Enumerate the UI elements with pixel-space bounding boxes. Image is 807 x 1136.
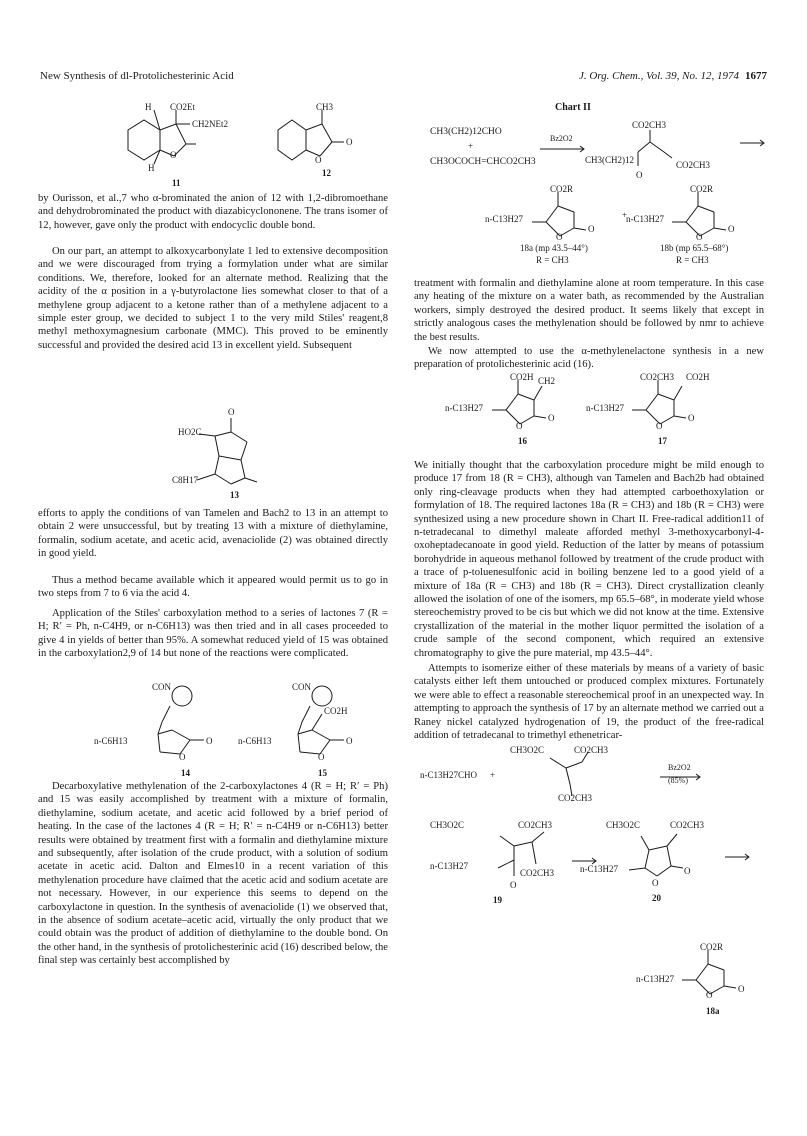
- chart-reagent: Bz2O2: [550, 134, 573, 143]
- scheme-yield: (85%): [668, 776, 688, 785]
- structure-14-label: 14: [181, 768, 190, 778]
- structure-15-o: O: [318, 752, 325, 762]
- structure-18a-caption: 18a (mp 43.5–44°): [520, 243, 588, 253]
- structure-18a-o-carbonyl: O: [588, 224, 595, 234]
- structure-19-a: CH3O2C: [430, 820, 465, 830]
- structure-19: [470, 820, 580, 900]
- structure-11-h-top: H: [145, 102, 152, 112]
- structure-16-co2h: CO2H: [510, 372, 534, 382]
- scheme-reagent: Bz2O2: [668, 763, 691, 772]
- journal-citation: J. Org. Chem., Vol. 39, No. 12, 1974: [578, 70, 739, 82]
- structure-18a-final-chain: n-C13H27: [636, 974, 674, 984]
- structure-17-o: O: [656, 421, 663, 431]
- running-header-journal: [579, 70, 767, 82]
- structure-18b-chain: n-C13H27: [626, 214, 664, 224]
- chart-intermediate-chain: CH3(CH2)12: [585, 155, 634, 165]
- left-paragraph-3: efforts to apply the conditions of van Tamelen and Bach2 to 13 in an attempt to obtain 2 were unsuccessful, but by treating 13 with a mixture of diethylamine, formalin, sodium acetate, and acetic acid, avenaciolide (2) was obtained directly in good yield.: [38, 508, 388, 560]
- structure-18a-o: O: [556, 232, 563, 242]
- scheme-reactant: n-C13H27CHO: [420, 770, 478, 780]
- structure-19-chain: n-C13H27: [430, 861, 468, 871]
- structure-16-chain: n-C13H27: [445, 403, 483, 413]
- left-paragraph-5: Application of the Stiles' carboxylation method to a series of lactones 7 (R = H; R′ = Ph, n-C4H9, or n-C6H13) was then tried and in all cases proceeded to give 4 in yields of better than 95%. A somewhat reduced yield of 15 was obtained in the carboxylation2,9 of 14 but none of the reactions were complicated.: [38, 608, 388, 660]
- structure-13-ho2c: HO2C: [178, 427, 202, 437]
- scheme-triester-b: CO2CH3: [574, 745, 609, 755]
- structure-14-o-carbonyl: O: [206, 736, 213, 746]
- structure-17-o-carbonyl: O: [688, 413, 695, 423]
- chart-intermediate-o: O: [636, 170, 643, 180]
- chart-arrow-1: [540, 144, 590, 154]
- chart-plus: +: [468, 141, 474, 151]
- structure-12-label: 12: [322, 168, 331, 178]
- structure-20: [605, 820, 715, 900]
- structure-11: [110, 100, 250, 180]
- structure-15-co2h: CO2H: [324, 706, 348, 716]
- structure-12-o: O: [315, 155, 322, 165]
- chart-arrow-2: [740, 138, 770, 148]
- scheme-arrow-1: [660, 772, 710, 782]
- structure-17-chain: n-C13H27: [586, 403, 624, 413]
- structure-20-label: 20: [652, 893, 661, 903]
- structure-19-c: CO2CH3: [520, 868, 555, 878]
- chart-intermediate-co2ch3b: CO2CH3: [676, 160, 711, 170]
- chart-intermediate: [610, 120, 740, 180]
- structure-11-label: 11: [172, 178, 181, 188]
- structure-20-chain: n-C13H27: [580, 864, 618, 874]
- structure-18a-r: R = CH3: [536, 255, 569, 265]
- structure-13-o-top: O: [228, 407, 235, 417]
- structure-12-ch3: CH3: [316, 102, 334, 112]
- right-paragraph-1: treatment with formalin and diethylamine alone at room temperature. In this case any heating of the mixture on a water bath, as recommended by the Australian workers, simply destroyed the desired product. It seems likely that except in strictly analogous cases the methylenation should be followed by nmr to achieve the best results.: [414, 278, 764, 343]
- structure-17-co2h: CO2H: [686, 372, 710, 382]
- right-paragraph-2: We now attempted to use the α-methylenelactone synthesis in a new preparation of protolichesterinic acid (16).: [414, 346, 764, 371]
- structure-16-label: 16: [518, 436, 527, 446]
- structure-18a-final-label: 18a: [706, 1006, 720, 1016]
- structure-15-con: CON: [292, 682, 312, 692]
- structure-14-o: O: [179, 752, 186, 762]
- chart-intermediate-co2ch3: CO2CH3: [632, 120, 667, 130]
- structure-11-o: O: [170, 150, 177, 160]
- structure-13-label: 13: [230, 490, 239, 500]
- chart-plus-2: +: [622, 210, 628, 220]
- structure-18a-co2r: CO2R: [550, 184, 574, 194]
- left-paragraph-6: Decarboxylative methylenation of the 2-carboxylactones 4 (R = H; R′ = Ph) and 15 was easily accomplished by treatment with a mixture of formalin, diethylamine, sodium acetate, and acetic acid followed by a brief period of heating. In the case of the lactones 4 (R = H; R′ = n-C4H9 or n-C6H13) better results were obtained by treatment first with a formalin and diethylamine mixture and subsequently, after isolation of the crude product, with a solution of sodium acetate in acetic acid. Dalton and Elmes10 in a recent variation of this methylenation procedure have claimed that the acetic acid and sodium acetate are not necessary. However, in our experience this seems to depend on the carboxylactone in question. In the synthesis of avenaciolide (1) we observed that, in the absence of sodium acetate–acetic acid, virtually the only product that we could obtain was the product of addition of diethylamine to the double bond. On the other hand, in the synthesis of protolichesterinic acid (16) described below, the final step was certainly best accomplished by: [38, 781, 388, 967]
- structure-19-o: O: [510, 880, 517, 890]
- structure-19-label: 19: [493, 895, 502, 905]
- structure-20-b: CO2CH3: [670, 820, 705, 830]
- structure-20-o: O: [652, 878, 659, 888]
- left-paragraph-1: by Ourisson, et al.,7 who α-brominated the anion of 12 with 1,2-dibromoethane and dehydrobrominated the product with diazabicyclononene. The trans isomer of 12, however, gave only the product with endocyclic double bond.: [38, 193, 388, 231]
- structure-15-label: 15: [318, 768, 327, 778]
- chart-reactant-1: CH3(CH2)12CHO: [430, 127, 502, 137]
- structure-18a-final-o-carbonyl: O: [738, 984, 745, 994]
- structure-11-co2et: CO2Et: [170, 102, 196, 112]
- structure-13-c8h17: C8H17: [172, 475, 199, 485]
- structure-14: [120, 676, 230, 766]
- structure-18b-r: R = CH3: [676, 255, 709, 265]
- structure-15: [260, 676, 370, 766]
- right-paragraph-3: We initially thought that the carboxylation procedure might be mild enough to produce 17 from 18 (R = CH3), although van Tamelen and Bach2b had obtained only ring-cleavage products when they had attempted carboethoxylation or formylation of 18. The required lactones 18a (R = CH3) and 18b (R = CH3) were synthesized using a new procedure shown in Chart II. Free-radical addition11 of n-tetradecanal to dimethyl maleate afforded methyl 3-methoxycarbonyl-4-oxoheptadecanoate in good yield. Reduction of the latter by means of potassium borohydride in aqueous methanol followed by treatment of the crude product with a trace of p-toluenesulfonic acid in boiling benzene led to a good yield of a mixture of 18a (R = CH3) and 18b (R = CH3). Direct crystallization cleanly allowed the isolation of one of the isomers, mp 65.5–68°, in moderate yield whose stereochemistry proved to be cis but which we did not know at the time. Extensive crystallization of the material in the mother liquor permitted the isolation of a crude sample of the second component, which required an extensive chromatography to give the pure material, mp 43.5–44°.: [414, 460, 764, 659]
- scheme-arrow-3: [725, 852, 755, 862]
- structure-18b-o-carbonyl: O: [728, 224, 735, 234]
- structure-18b-o: O: [696, 232, 703, 242]
- scheme-triester-a: CH3O2C: [510, 745, 545, 755]
- structure-12-o-carbonyl: O: [346, 137, 353, 147]
- structure-18b-co2r: CO2R: [690, 184, 714, 194]
- structure-18a-chain: n-C13H27: [485, 214, 523, 224]
- structure-15-chain: n-C6H13: [238, 736, 272, 746]
- chart-reactant-2: CH3OCOCH=CHCO2CH3: [430, 157, 536, 167]
- structure-15-o-carbonyl: O: [346, 736, 353, 746]
- running-header-title: New Synthesis of dl-Protolichesterinic Acid: [40, 70, 234, 82]
- structure-14-con: CON: [152, 682, 172, 692]
- structure-11-h-bottom: H: [148, 163, 155, 173]
- structure-20-o-carbonyl: O: [684, 866, 691, 876]
- chart-title: Chart II: [555, 102, 591, 113]
- structure-17-label: 17: [658, 436, 667, 446]
- page-number: 1677: [745, 70, 767, 82]
- right-paragraph-4: Attempts to isomerize either of these materials by means of a variety of basic catalysts either left them untouched or produced complex mixtures. Fortunately we were able to effect a reasonable stereochemical proof in an unexpected way. In attempting to approach the synthesis of 17 by an alternate method we carried out a Raney nickel catalyzed hydrogenation of 19, the product of the free-radical addition of tetradecanal to trimethyl ethenetricar-: [414, 663, 764, 742]
- structure-20-a: CH3O2C: [606, 820, 641, 830]
- structure-18b-caption: 18b (mp 65.5–68°): [660, 243, 729, 253]
- structure-17-co2ch3: CO2CH3: [640, 372, 675, 382]
- structure-19-b: CO2CH3: [518, 820, 553, 830]
- structure-14-chain: n-C6H13: [94, 736, 128, 746]
- left-paragraph-2: On our part, an attempt to alkoxycarbonylate 1 led to extensive decomposition and we were discouraged from trying a formylation under what are similar conditions. We, therefore, looked for an alternate method. Realizing that the acidity of the α position in a γ-butyrolactone lies somewhat closer to that of a methylene group adjacent to a ketone rather than of a methylene adjacent to a simple ester group, we decided to subject 1 to the very mild Stiles' reagent,8 methyl methoxymagnesium carbonate (MMC). This proved to be eminently successful and provided the desired acid 13 in excellent yield. Subsequent: [38, 246, 388, 351]
- structure-18a-final-o: O: [706, 990, 713, 1000]
- structure-11-ch2net2: CH2NEt2: [192, 119, 228, 129]
- structure-16-ch2: CH2: [538, 376, 556, 386]
- structure-16-o: O: [516, 421, 523, 431]
- left-paragraph-4: Thus a method became available which it appeared would permit us to go in two steps from 7 to 6 via the acid 4.: [38, 575, 388, 600]
- scheme-triester-c: CO2CH3: [558, 793, 593, 803]
- scheme-plus: +: [490, 770, 496, 780]
- structure-16-o-carbonyl: O: [548, 413, 555, 423]
- structure-18a-final-co2r: CO2R: [700, 942, 724, 952]
